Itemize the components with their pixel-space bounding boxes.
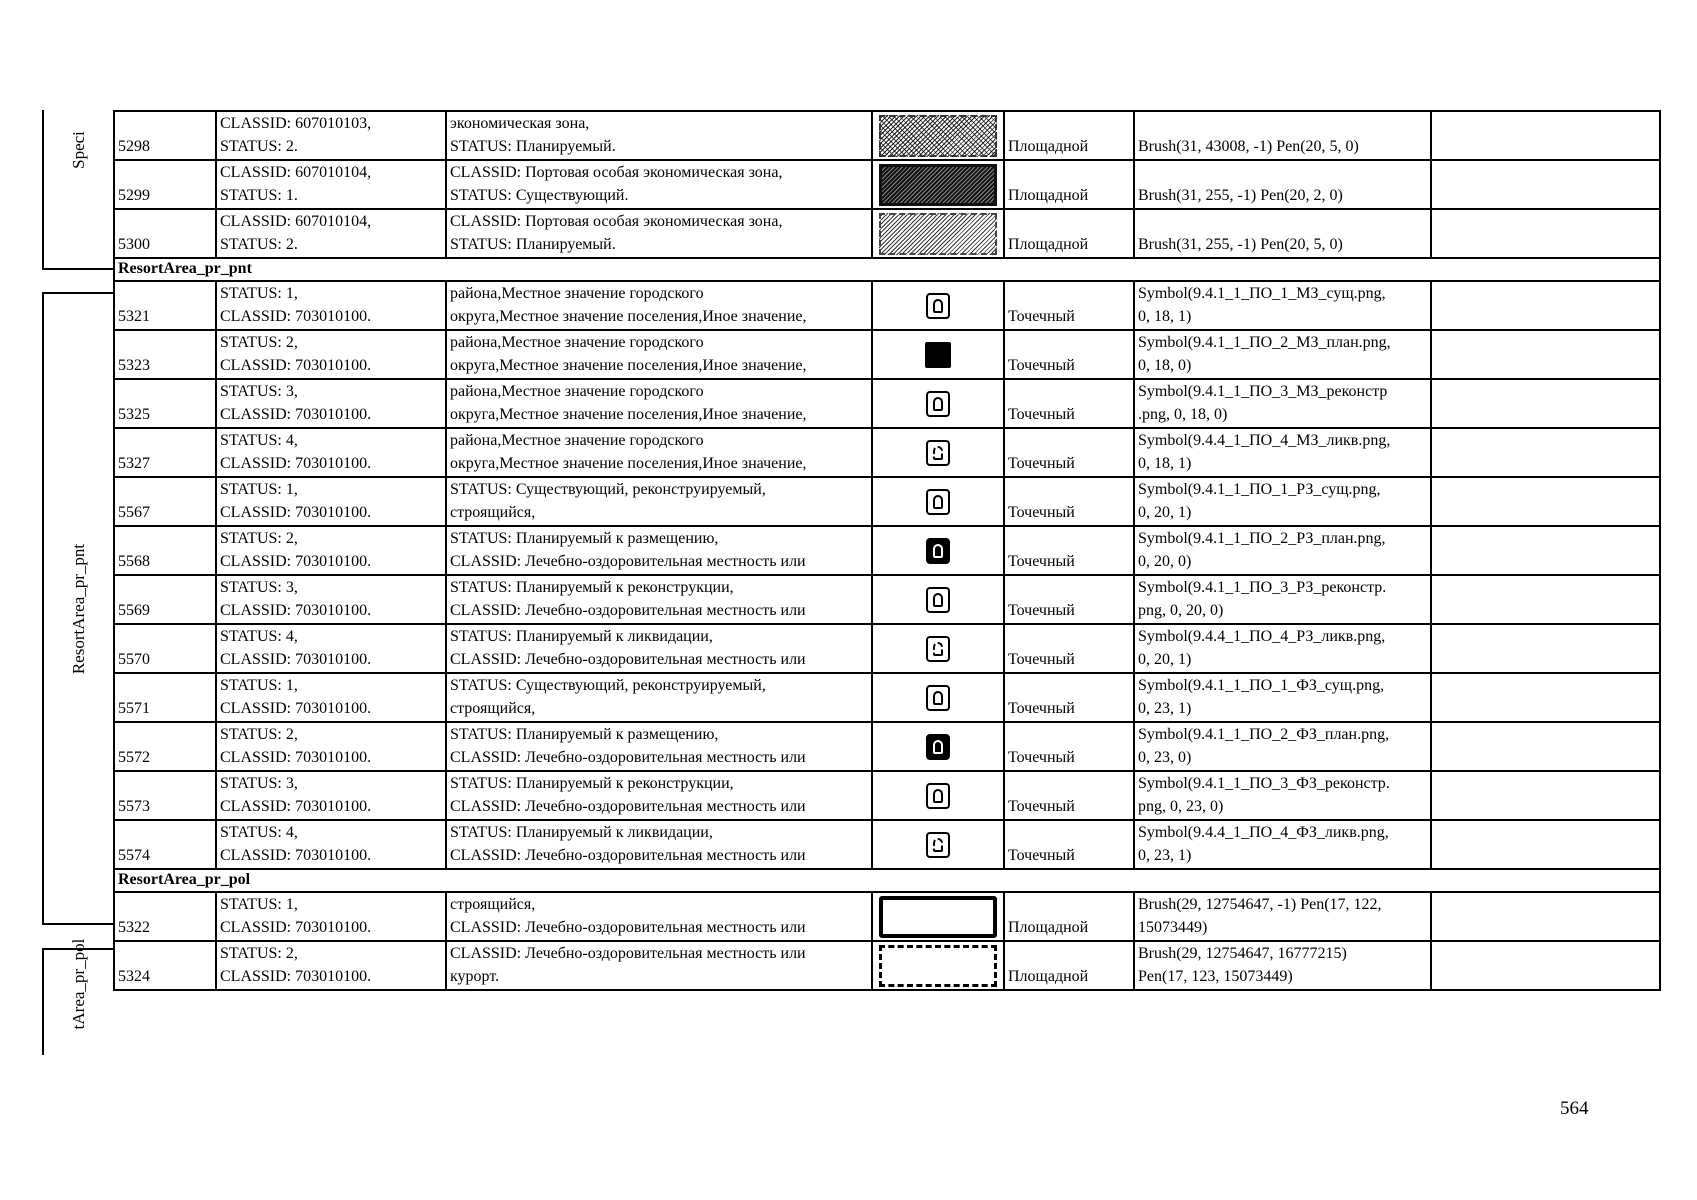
- row-geometry-type: Точечный: [1004, 673, 1134, 722]
- row-attributes: [216, 820, 446, 869]
- description-line: CLASSID: Лечебно-оздоровительная местность или: [450, 749, 806, 766]
- area-fill-swatch: [879, 115, 997, 157]
- attribute-line: STATUS: 2,: [220, 334, 298, 351]
- row-description: [446, 673, 872, 722]
- table-row: [114, 673, 1660, 722]
- row-empty-cell: [1431, 160, 1660, 209]
- attribute-line: STATUS: 2,: [220, 726, 298, 743]
- side-label-resort-pnt: [42, 292, 114, 925]
- attribute-line: CLASSID: 703010100.: [220, 968, 372, 985]
- row-style: [1134, 428, 1431, 477]
- row-symbol: [872, 673, 1004, 722]
- row-empty-cell: [1431, 771, 1660, 820]
- row-attributes: [216, 379, 446, 428]
- description-line: строящийся,: [450, 700, 536, 717]
- attribute-line: STATUS: 1,: [220, 285, 298, 302]
- row-description: [446, 820, 872, 869]
- description-line: района,Местное значение городского: [450, 285, 704, 302]
- row-symbol: [872, 111, 1004, 160]
- row-attributes: [216, 771, 446, 820]
- description-line: района,Местное значение городского: [450, 383, 704, 400]
- row-symbol: [872, 379, 1004, 428]
- row-symbol: [872, 820, 1004, 869]
- description-line: STATUS: Планируемый к ликвидации,: [450, 824, 713, 841]
- row-geometry-type: Точечный: [1004, 624, 1134, 673]
- description-line: STATUS: Существующий.: [450, 187, 629, 204]
- table-row: [114, 209, 1660, 258]
- row-style: [1134, 575, 1431, 624]
- attribute-line: STATUS: 3,: [220, 775, 298, 792]
- row-empty-cell: [1431, 330, 1660, 379]
- row-attributes: [216, 160, 446, 209]
- row-id: 5568: [114, 526, 216, 575]
- row-geometry-type: Точечный: [1004, 428, 1134, 477]
- table-row: [114, 281, 1660, 330]
- row-style: [1134, 892, 1431, 941]
- style-line: Symbol(9.4.4_1_ПО_4_МЗ_ликв.png,: [1138, 432, 1391, 449]
- attribute-line: STATUS: 1,: [220, 677, 298, 694]
- row-style: [1134, 330, 1431, 379]
- style-line: 0, 20, 1): [1138, 504, 1192, 521]
- description-line: CLASSID: Лечебно-оздоровительная местность или: [450, 651, 806, 668]
- row-style: [1134, 624, 1431, 673]
- row-symbol: [872, 892, 1004, 941]
- resort-marker-icon: [926, 832, 950, 858]
- style-line: Brush(29, 12754647, 16777215): [1138, 945, 1347, 962]
- style-line: png, 0, 23, 0): [1138, 798, 1224, 815]
- attribute-line: STATUS: 1,: [220, 896, 298, 913]
- row-description: [446, 281, 872, 330]
- attribute-line: CLASSID: 703010100.: [220, 357, 372, 374]
- resort-marker-icon: [926, 636, 950, 662]
- style-line: 0, 20, 1): [1138, 651, 1192, 668]
- row-id: 5572: [114, 722, 216, 771]
- resort-marker-icon: [926, 440, 950, 466]
- style-line: Symbol(9.4.1_1_ПО_2_ФЗ_план.png,: [1138, 726, 1390, 743]
- row-description: [446, 111, 872, 160]
- row-attributes: [216, 330, 446, 379]
- section-row: [114, 869, 1660, 892]
- row-style: [1134, 941, 1431, 990]
- row-attributes: [216, 209, 446, 258]
- section-title: ResortArea_pr_pol: [114, 869, 1660, 892]
- style-line: 0, 18, 0): [1138, 357, 1192, 374]
- description-line: STATUS: Существующий, реконструируемый,: [450, 481, 766, 498]
- attribute-line: CLASSID: 607010104,: [220, 213, 372, 230]
- row-symbol: [872, 428, 1004, 477]
- attribute-line: CLASSID: 703010100.: [220, 651, 372, 668]
- row-attributes: [216, 428, 446, 477]
- row-id: 5299: [114, 160, 216, 209]
- attribute-line: STATUS: 2.: [220, 138, 298, 155]
- row-style: [1134, 673, 1431, 722]
- description-line: CLASSID: Портовая особая экономическая зона,: [450, 213, 783, 230]
- row-empty-cell: [1431, 379, 1660, 428]
- row-style: [1134, 209, 1431, 258]
- style-line: 0, 20, 0): [1138, 553, 1192, 570]
- row-symbol: [872, 281, 1004, 330]
- style-line: Symbol(9.4.1_1_ПО_3_ФЗ_реконстр.: [1138, 775, 1390, 792]
- row-geometry-type: Площадной: [1004, 209, 1134, 258]
- description-line: округа,Местное значение поселения,Иное значение,: [450, 357, 807, 374]
- row-style: [1134, 771, 1431, 820]
- row-description: [446, 379, 872, 428]
- description-line: строящийся,: [450, 896, 536, 913]
- row-style: [1134, 111, 1431, 160]
- style-line: Symbol(9.4.1_1_ПО_2_РЗ_план.png,: [1138, 530, 1386, 547]
- row-style: [1134, 526, 1431, 575]
- attribute-line: STATUS: 2,: [220, 945, 298, 962]
- side-label-speci-text: Speci: [69, 130, 88, 169]
- style-line: 15073449): [1138, 919, 1208, 936]
- row-geometry-type: Площадной: [1004, 941, 1134, 990]
- description-line: STATUS: Планируемый к реконструкции,: [450, 579, 734, 596]
- description-line: CLASSID: Портовая особая экономическая зона,: [450, 164, 783, 181]
- row-symbol: [872, 771, 1004, 820]
- resort-marker-icon: [926, 489, 950, 515]
- style-line: 0, 23, 1): [1138, 700, 1192, 717]
- attribute-line: CLASSID: 607010104,: [220, 164, 372, 181]
- row-empty-cell: [1431, 624, 1660, 673]
- row-geometry-type: Точечный: [1004, 575, 1134, 624]
- row-id: 5325: [114, 379, 216, 428]
- row-id: 5298: [114, 111, 216, 160]
- style-line: .png, 0, 18, 0): [1138, 406, 1228, 423]
- row-attributes: [216, 941, 446, 990]
- row-id: 5324: [114, 941, 216, 990]
- row-style: [1134, 820, 1431, 869]
- attribute-line: CLASSID: 703010100.: [220, 455, 372, 472]
- row-symbol: [872, 575, 1004, 624]
- row-geometry-type: Точечный: [1004, 281, 1134, 330]
- description-line: STATUS: Планируемый к ликвидации,: [450, 628, 713, 645]
- description-line: STATUS: Существующий, реконструируемый,: [450, 677, 766, 694]
- row-empty-cell: [1431, 428, 1660, 477]
- style-line: Pen(17, 123, 15073449): [1138, 968, 1293, 985]
- row-geometry-type: Точечный: [1004, 771, 1134, 820]
- attribute-line: CLASSID: 703010100.: [220, 700, 372, 717]
- row-geometry-type: Точечный: [1004, 526, 1134, 575]
- row-description: [446, 428, 872, 477]
- side-label-resort-pol: [42, 938, 114, 1055]
- description-line: STATUS: Планируемый.: [450, 138, 616, 155]
- table-row: [114, 575, 1660, 624]
- row-style: [1134, 722, 1431, 771]
- row-geometry-type: Площадной: [1004, 160, 1134, 209]
- table-row: [114, 160, 1660, 209]
- description-line: курорт.: [450, 968, 500, 985]
- side-label-resort-pol-text: tArea_pr_pol: [69, 938, 88, 1029]
- row-geometry-type: Точечный: [1004, 477, 1134, 526]
- description-line: STATUS: Планируемый к реконструкции,: [450, 775, 734, 792]
- attribute-line: CLASSID: 703010100.: [220, 553, 372, 570]
- attribute-line: STATUS: 4,: [220, 628, 298, 645]
- row-attributes: [216, 722, 446, 771]
- row-empty-cell: [1431, 941, 1660, 990]
- description-line: STATUS: Планируемый к размещению,: [450, 726, 719, 743]
- row-id: 5322: [114, 892, 216, 941]
- row-geometry-type: Площадной: [1004, 111, 1134, 160]
- row-description: [446, 575, 872, 624]
- side-label-resort-pnt-text: ResortArea_pr_pnt: [69, 543, 88, 674]
- style-line: Brush(29, 12754647, -1) Pen(17, 122,: [1138, 896, 1382, 913]
- row-empty-cell: [1431, 526, 1660, 575]
- table-row: [114, 722, 1660, 771]
- row-attributes: [216, 526, 446, 575]
- style-line: Symbol(9.4.1_1_ПО_3_РЗ_реконстр.: [1138, 579, 1387, 596]
- table-row: [114, 330, 1660, 379]
- description-line: CLASSID: Лечебно-оздоровительная местность или: [450, 798, 806, 815]
- table-row: [114, 892, 1660, 941]
- description-line: CLASSID: Лечебно-оздоровительная местность или: [450, 553, 806, 570]
- table-row: [114, 771, 1660, 820]
- resort-marker-icon: [926, 734, 950, 760]
- description-line: округа,Местное значение поселения,Иное значение,: [450, 406, 807, 423]
- row-id: 5569: [114, 575, 216, 624]
- row-id: 5323: [114, 330, 216, 379]
- row-description: [446, 209, 872, 258]
- attribute-line: STATUS: 2.: [220, 236, 298, 253]
- row-style: [1134, 160, 1431, 209]
- row-description: [446, 892, 872, 941]
- attribute-line: STATUS: 4,: [220, 824, 298, 841]
- table-row: [114, 111, 1660, 160]
- row-attributes: [216, 575, 446, 624]
- attribute-line: STATUS: 4,: [220, 432, 298, 449]
- description-line: CLASSID: Лечебно-оздоровительная местность или: [450, 602, 806, 619]
- row-style: [1134, 281, 1431, 330]
- style-line: Brush(31, 255, -1) Pen(20, 2, 0): [1138, 187, 1343, 204]
- row-id: 5567: [114, 477, 216, 526]
- attribute-line: CLASSID: 703010100.: [220, 798, 372, 815]
- style-line: Symbol(9.4.1_1_ПО_2_МЗ_план.png,: [1138, 334, 1391, 351]
- attribute-line: STATUS: 3,: [220, 579, 298, 596]
- table-row: [114, 379, 1660, 428]
- row-id: 5327: [114, 428, 216, 477]
- area-fill-swatch: [879, 164, 997, 206]
- row-geometry-type: Точечный: [1004, 379, 1134, 428]
- row-style: [1134, 379, 1431, 428]
- attribute-line: CLASSID: 703010100.: [220, 504, 372, 521]
- row-symbol: [872, 941, 1004, 990]
- area-fill-swatch: [879, 213, 997, 255]
- row-symbol: [872, 160, 1004, 209]
- row-attributes: [216, 477, 446, 526]
- legend-table-frame: [113, 110, 1659, 991]
- attribute-line: CLASSID: 703010100.: [220, 308, 372, 325]
- row-id: 5570: [114, 624, 216, 673]
- area-fill-swatch: [879, 945, 997, 987]
- style-line: Symbol(9.4.1_1_ПО_1_МЗ_сущ.png,: [1138, 285, 1386, 302]
- section-row: [114, 258, 1660, 281]
- attribute-line: CLASSID: 703010100.: [220, 749, 372, 766]
- row-geometry-type: Площадной: [1004, 892, 1134, 941]
- description-line: CLASSID: Лечебно-оздоровительная местность или: [450, 847, 806, 864]
- resort-marker-icon: [926, 293, 950, 319]
- row-description: [446, 160, 872, 209]
- row-symbol: [872, 624, 1004, 673]
- row-description: [446, 722, 872, 771]
- description-line: округа,Местное значение поселения,Иное значение,: [450, 308, 807, 325]
- description-line: STATUS: Планируемый к размещению,: [450, 530, 719, 547]
- style-line: Brush(31, 255, -1) Pen(20, 5, 0): [1138, 236, 1343, 253]
- table-row: [114, 941, 1660, 990]
- row-empty-cell: [1431, 111, 1660, 160]
- style-line: Symbol(9.4.1_1_ПО_1_ФЗ_сущ.png,: [1138, 677, 1385, 694]
- row-description: [446, 526, 872, 575]
- attribute-line: CLASSID: 703010100.: [220, 847, 372, 864]
- attribute-line: STATUS: 3,: [220, 383, 298, 400]
- style-line: Symbol(9.4.4_1_ПО_4_РЗ_ликв.png,: [1138, 628, 1386, 645]
- row-symbol: [872, 330, 1004, 379]
- attribute-line: CLASSID: 607010103,: [220, 115, 372, 132]
- table-row: [114, 820, 1660, 869]
- resort-marker-icon: [926, 538, 950, 564]
- attribute-line: CLASSID: 703010100.: [220, 406, 372, 423]
- row-symbol: [872, 209, 1004, 258]
- resort-marker-icon: [925, 342, 951, 368]
- resort-marker-icon: [926, 783, 950, 809]
- row-empty-cell: [1431, 575, 1660, 624]
- attribute-line: STATUS: 2,: [220, 530, 298, 547]
- row-id: 5300: [114, 209, 216, 258]
- style-line: 0, 23, 0): [1138, 749, 1192, 766]
- table-row: [114, 624, 1660, 673]
- description-line: CLASSID: Лечебно-оздоровительная местность или: [450, 945, 806, 962]
- resort-marker-icon: [926, 587, 950, 613]
- row-description: [446, 941, 872, 990]
- style-line: 0, 23, 1): [1138, 847, 1192, 864]
- description-line: CLASSID: Лечебно-оздоровительная местность или: [450, 919, 806, 936]
- description-line: округа,Местное значение поселения,Иное значение,: [450, 455, 807, 472]
- row-id: 5321: [114, 281, 216, 330]
- row-geometry-type: Точечный: [1004, 330, 1134, 379]
- row-description: [446, 771, 872, 820]
- row-attributes: [216, 673, 446, 722]
- row-geometry-type: Точечный: [1004, 722, 1134, 771]
- style-line: Symbol(9.4.1_1_ПО_3_МЗ_реконстр: [1138, 383, 1388, 400]
- page-number: 564: [1560, 1098, 1589, 1119]
- area-fill-swatch: [879, 896, 997, 938]
- row-empty-cell: [1431, 673, 1660, 722]
- row-attributes: [216, 281, 446, 330]
- row-description: [446, 477, 872, 526]
- row-id: 5571: [114, 673, 216, 722]
- row-empty-cell: [1431, 722, 1660, 771]
- row-empty-cell: [1431, 892, 1660, 941]
- description-line: STATUS: Планируемый.: [450, 236, 616, 253]
- style-line: 0, 18, 1): [1138, 308, 1192, 325]
- row-attributes: [216, 111, 446, 160]
- row-empty-cell: [1431, 477, 1660, 526]
- row-empty-cell: [1431, 820, 1660, 869]
- attribute-line: CLASSID: 703010100.: [220, 919, 372, 936]
- resort-marker-icon: [926, 391, 950, 417]
- row-empty-cell: [1431, 281, 1660, 330]
- row-id: 5574: [114, 820, 216, 869]
- section-title: ResortArea_pr_pnt: [114, 258, 1660, 281]
- style-line: Symbol(9.4.1_1_ПО_1_РЗ_сущ.png,: [1138, 481, 1381, 498]
- row-empty-cell: [1431, 209, 1660, 258]
- row-description: [446, 624, 872, 673]
- table-row: [114, 428, 1660, 477]
- row-style: [1134, 477, 1431, 526]
- style-line: 0, 18, 1): [1138, 455, 1192, 472]
- attribute-line: CLASSID: 703010100.: [220, 602, 372, 619]
- row-symbol: [872, 722, 1004, 771]
- row-geometry-type: Точечный: [1004, 820, 1134, 869]
- description-line: района,Местное значение городского: [450, 432, 704, 449]
- style-line: png, 0, 20, 0): [1138, 602, 1224, 619]
- row-id: 5573: [114, 771, 216, 820]
- attribute-line: STATUS: 1.: [220, 187, 298, 204]
- style-line: Brush(31, 43008, -1) Pen(20, 5, 0): [1138, 138, 1359, 155]
- row-attributes: [216, 892, 446, 941]
- description-line: района,Местное значение городского: [450, 334, 704, 351]
- side-label-speci: [42, 110, 114, 270]
- table-row: [114, 477, 1660, 526]
- legend-table: [113, 110, 1661, 991]
- row-symbol: [872, 526, 1004, 575]
- attribute-line: STATUS: 1,: [220, 481, 298, 498]
- row-attributes: [216, 624, 446, 673]
- description-line: строящийся,: [450, 504, 536, 521]
- table-row: [114, 526, 1660, 575]
- row-symbol: [872, 477, 1004, 526]
- row-description: [446, 330, 872, 379]
- resort-marker-icon: [926, 685, 950, 711]
- description-line: экономическая зона,: [450, 115, 590, 132]
- style-line: Symbol(9.4.4_1_ПО_4_ФЗ_ликв.png,: [1138, 824, 1389, 841]
